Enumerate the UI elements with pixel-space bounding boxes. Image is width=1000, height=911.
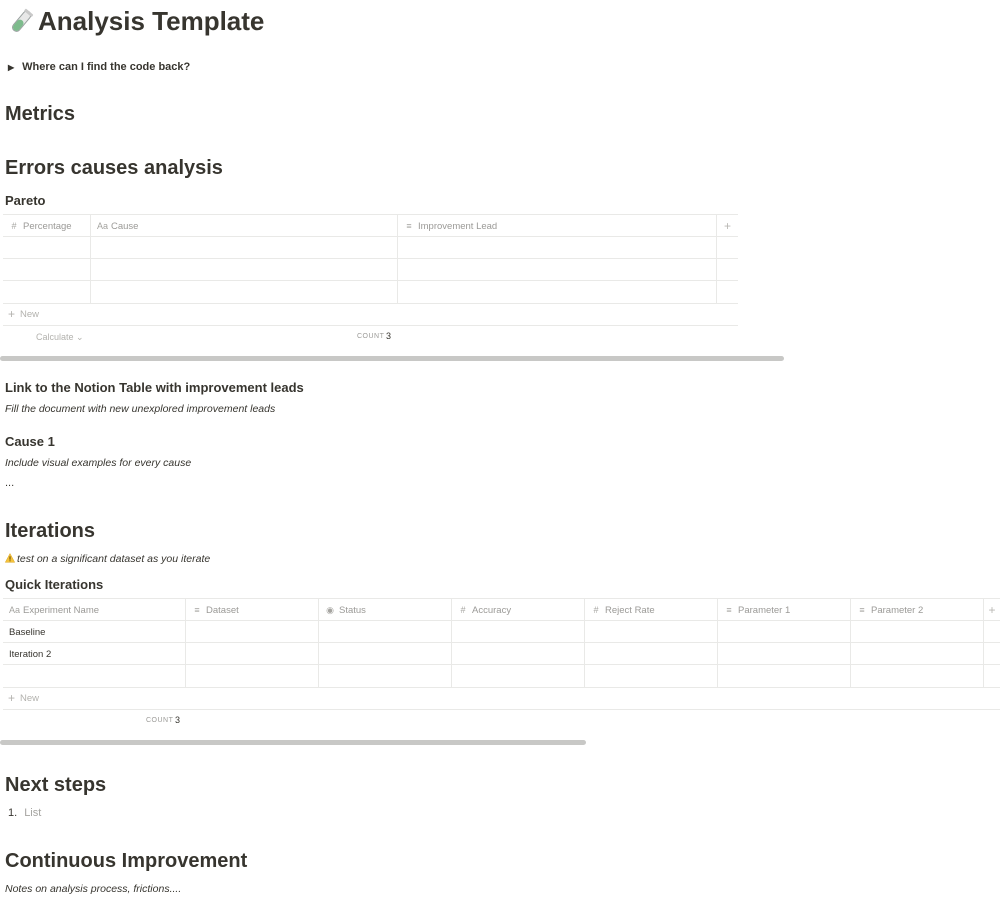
table-cell[interactable] [398,237,717,259]
table-cell[interactable] [398,281,717,303]
heading-continuous-improvement: Continuous Improvement [5,850,248,872]
number-icon: # [460,605,466,615]
toggle-triangle-icon[interactable]: ▶ [8,62,15,72]
text-icon: Aa [97,221,109,231]
ellipsis-text: ... [5,477,15,489]
link-note: Fill the document with new unexplored improvement leads [5,403,276,415]
plus-icon: + [8,691,16,705]
table-cell[interactable] [319,621,452,643]
pareto-table [3,214,738,326]
heading-pareto: Pareto [5,193,46,208]
list-number: 1. [8,807,18,819]
iterations-table [3,598,1000,710]
table-cell[interactable] [718,643,851,665]
number-icon: # [593,605,599,615]
table-cell[interactable] [398,259,717,281]
lines-icon: ≡ [859,605,865,615]
table-cell[interactable] [585,643,718,665]
table-cell[interactable] [851,643,984,665]
count-label: COUNT [146,717,174,724]
calculation-row [3,325,738,347]
count-value: 3 [386,331,392,341]
table-cell[interactable] [319,643,452,665]
warning-icon [5,553,15,563]
calculate-dropdown[interactable]: Calculate ⌄ [36,332,84,342]
table-cell[interactable] [91,281,398,303]
list-placeholder: List [24,807,42,819]
new-row-button[interactable]: + New [3,687,1000,708]
table-cell[interactable] [186,665,319,687]
test-tube-icon [6,7,36,37]
table-row[interactable] [3,236,738,258]
table-row[interactable] [3,642,1000,664]
page-header [6,6,264,37]
table-cell[interactable] [585,665,718,687]
column-header-status[interactable]: ◉ Status [319,599,452,621]
horizontal-scrollbar[interactable] [0,356,784,361]
table-cell[interactable] [452,665,585,687]
toggle-label: Where can I find the code back? [22,61,191,73]
table-cell[interactable] [585,621,718,643]
column-header-parameter-1[interactable]: ≡ Parameter 1 [718,599,851,621]
heading-next-steps: Next steps [5,774,107,796]
table-cell[interactable] [186,621,319,643]
table-cell[interactable] [3,281,91,303]
table-cell[interactable] [718,621,851,643]
column-header-percentage[interactable]: # Percentage [3,215,91,237]
table-cell[interactable] [3,237,91,259]
table-cell[interactable] [3,665,186,687]
new-row-button[interactable]: + New [3,303,738,324]
heading-metrics: Metrics [5,103,76,125]
table-cell[interactable]: Iteration 2 [3,643,186,665]
table-header-row [3,214,738,236]
table-cell[interactable] [91,259,398,281]
table-cell[interactable] [851,665,984,687]
column-header-accuracy[interactable]: # Accuracy [452,599,585,621]
table-cell[interactable] [452,621,585,643]
table-cell[interactable] [3,259,91,281]
heading-quick-iterations: Quick Iterations [5,577,104,592]
table-cell[interactable]: Baseline [3,621,186,643]
table-cell[interactable] [452,643,585,665]
table-row[interactable] [3,280,738,302]
heading-iterations: Iterations [5,520,96,542]
column-header-cause[interactable]: Aa Cause [91,215,398,237]
table-row[interactable] [3,258,738,280]
plus-icon: + [8,307,16,321]
table-cell[interactable] [186,643,319,665]
table-row[interactable] [3,664,1000,686]
heading-errors: Errors causes analysis [5,157,223,179]
heading-link: Link to the Notion Table with improvement leads [5,380,304,395]
table-header-row [3,598,1000,620]
table-cell[interactable] [91,237,398,259]
table-cell[interactable] [718,665,851,687]
calculation-row [3,709,1000,731]
page-title: Analysis Template [38,6,265,36]
count-value: 3 [175,715,181,725]
add-column-button[interactable]: + [723,219,731,233]
status-icon: ◉ [326,604,334,615]
table-cell[interactable] [851,621,984,643]
table-row[interactable] [3,620,1000,642]
lines-icon: ≡ [726,605,732,615]
heading-cause1: Cause 1 [5,434,55,449]
number-icon: # [11,221,17,231]
lines-icon: ≡ [406,221,412,231]
code-toggle[interactable] [8,61,190,73]
column-header-experiment-name[interactable]: Aa Experiment Name [3,599,186,621]
table-cell[interactable] [319,665,452,687]
count-label: COUNT [357,333,385,340]
column-header-dataset[interactable]: ≡ Dataset [186,599,319,621]
text-icon: Aa [9,605,21,615]
column-header-improvement-lead[interactable]: ≡ Improvement Lead [398,215,717,237]
continuous-note: Notes on analysis process, frictions.... [5,883,182,895]
chevron-down-icon: ⌄ [76,332,84,342]
horizontal-scrollbar[interactable] [0,740,586,745]
column-header-parameter-2[interactable]: ≡ Parameter 2 [851,599,984,621]
lines-icon: ≡ [194,605,200,615]
cause1-note: Include visual examples for every cause [5,457,192,469]
iterations-warning: test on a significant dataset as you iterate [5,553,210,565]
column-header-reject-rate[interactable]: # Reject Rate [585,599,718,621]
add-column-button[interactable]: + [988,603,996,617]
numbered-list-item[interactable] [8,807,41,819]
